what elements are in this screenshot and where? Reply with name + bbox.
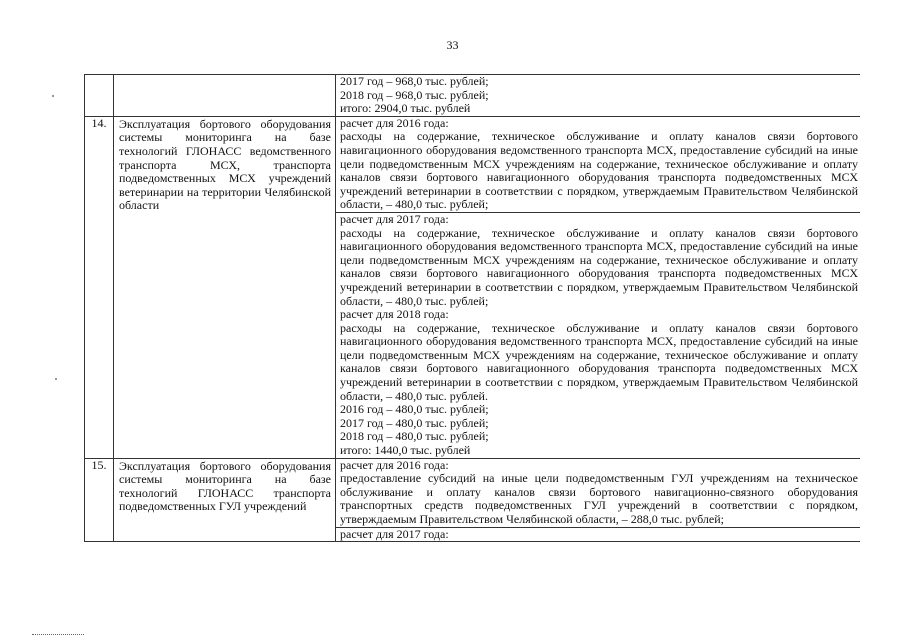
table-row [85,116,861,458]
row-number-cell: 15. [85,458,114,542]
document-table-area [84,74,860,640]
measure-name: Эксплуатация бортового оборудования системы мониторинга на базе технологий ГЛОНАСС транспорта подведомственных ГУЛ учреждений [119,458,331,514]
year-heading: расчет для 2016 года: [340,115,449,130]
calculation-cell [336,75,861,117]
table-row [85,75,861,117]
measures-table [84,74,860,542]
row-number-cell: 14. [85,116,114,458]
row-number-cell [85,75,114,117]
calculation-cell [336,116,861,458]
total-line: итого: 2904,0 тыс. рублей [340,101,471,116]
calculation-text: предоставление субсидий на иные цели подведомственным ГУЛ учреждениям на техническое обслуживание и оплату каналов связи бортового навигационно-связного оборудования транспортных средств подведомственных ГУЛ учреждений в соответствии с порядком, утверждаемым Правительством Челябинской области, – 288,0 тыс. рублей; [340,471,858,526]
calculation-text: расходы на содержание, техническое обслуживание и оплату каналов связи бортового навигационного оборудования ведомственного транспорта МСХ, предоставление субсидий на иные цели подведомственным МСХ учреждениям на содержание, техническое обслуживание и оплату каналов связи бортового навигационного оборудования транспорта подведомственных МСХ учреждений ветеринарии в соответствии с порядком, утверждаемым Правительством Челябинской области, – 480,0 тыс. рублей; [340,129,858,212]
measure-name: Эксплуатация бортового оборудования системы мониторинга на базе технологий ГЛОНАСС ведомственного транспорта МСХ, транспорта подведомственных МСХ учреждений ветеринарии на территории Челябинской области [119,116,331,213]
year-heading: расчет для 2017 года: [336,527,860,542]
margin-mark [52,95,54,97]
total-line: 2018 год – 968,0 тыс. рублей; [340,87,489,102]
total-line: 2016 год – 480,0 тыс. рублей; [340,402,489,417]
calculation-text: расходы на содержание, техническое обслуживание и оплату каналов связи бортового навигационного оборудования ведомственного транспорта МСХ, предоставление субсидий на иные цели подведомственным МСХ учреждениям на содержание, техническое обслуживание и оплату каналов связи бортового навигационного оборудования транспорта подведомственных МСХ учреждений ветеринарии в соответствии с порядком, утверждаемым Правительством Челябинской области, – 480,0 тыс. рублей; [340,225,858,308]
page-number: 33 [446,38,459,52]
year-heading: расчет для 2017 года: [336,212,860,227]
calculation-text: расходы на содержание, техническое обслуживание и оплату каналов связи бортового навигационного оборудования ведомственного транспорта МСХ, предоставление субсидий на иные цели подведомственным МСХ учреждениям на содержание, техническое обслуживание и оплату каналов связи бортового навигационного оборудования транспорта подведомственных МСХ учреждений ветеринарии в соответствии с порядком, утверждаемым Правительством Челябинской области, – 480,0 тыс. рублей. [340,320,858,403]
total-line: 2017 год – 968,0 тыс. рублей; [340,74,489,88]
name-cell [114,75,336,117]
year-heading: расчет для 2016 года: [340,457,449,472]
total-line: 2018 год – 480,0 тыс. рублей; [340,429,489,444]
calculation-cell [336,458,861,542]
total-line: итого: 1440,0 тыс. рублей [340,443,471,458]
footnote-separator [32,634,84,635]
total-line: 2017 год – 480,0 тыс. рублей; [340,415,489,430]
year-heading: расчет для 2018 года: [340,307,449,322]
name-cell [114,458,336,542]
name-cell [114,116,336,458]
margin-mark [55,378,57,380]
table-row [85,458,861,542]
